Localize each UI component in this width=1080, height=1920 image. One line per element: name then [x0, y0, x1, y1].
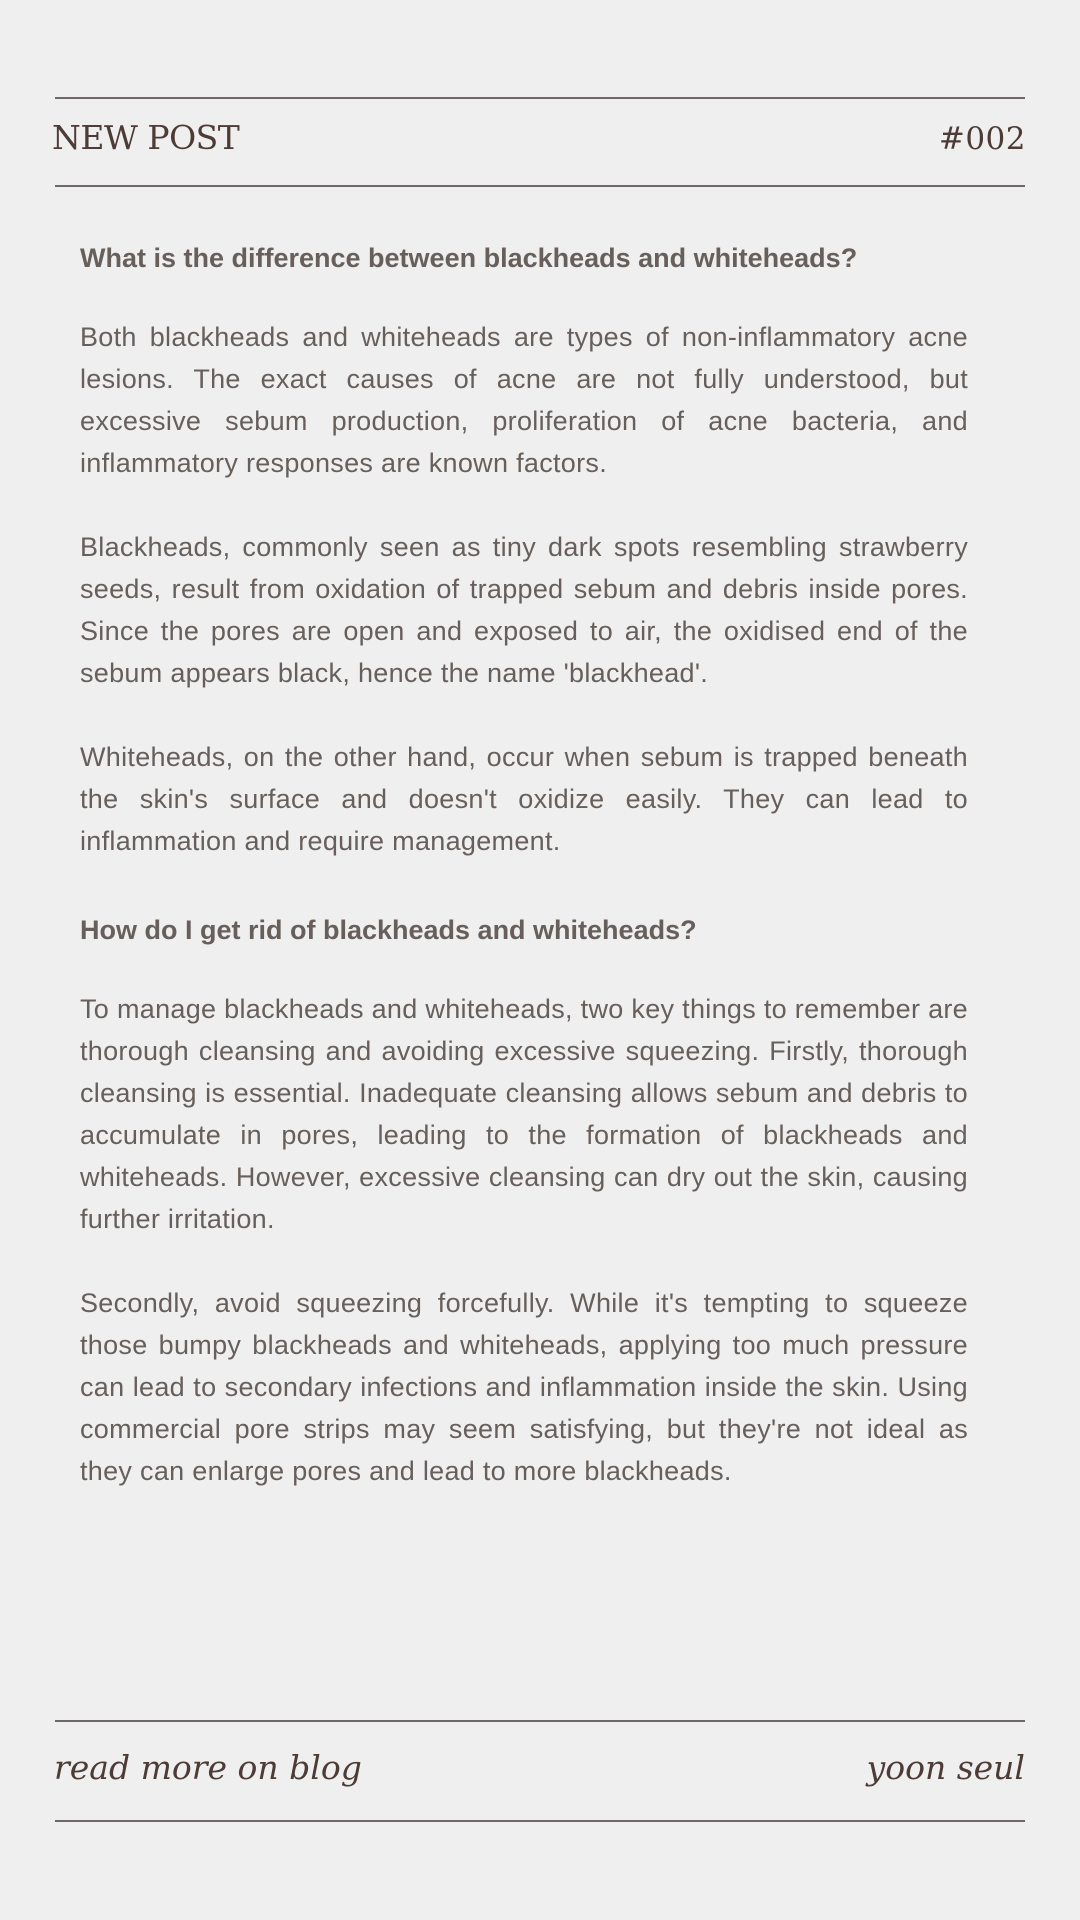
paragraph-4: To manage blackheads and whiteheads, two key things to remember are thorough cleansing and avoiding excessive squeezing. Firstly, thorough cleansing is essential. Inadequate cleansing allows sebum and debris to accumulate in pores, leading to the formation of blackheads and whiteheads. However, excessive cleansing can dry out the skin, causing further irritation.	[80, 994, 968, 1234]
paragraph-3: Whiteheads, on the other hand, occur when sebum is trapped beneath the skin's surface and doesn't oxidize easily. They can lead to inflammation and require management.	[80, 742, 968, 856]
question-heading-1: What is the difference between blackheads and whiteheads?	[80, 243, 858, 273]
article-body	[80, 232, 968, 1492]
post-label: NEW POST	[52, 118, 240, 157]
paragraph-1: Both blackheads and whiteheads are types of non-inflammatory acne lesions. The exact causes of acne are not fully understood, but excessive sebum production, proliferation of acne bacteria, and inflammatory responses are known factors.	[80, 322, 968, 478]
paragraph-5: Secondly, avoid squeezing forcefully. While it's tempting to squeeze those bumpy blackheads and whiteheads, applying too much pressure can lead to secondary infections and inflammation inside the skin. Using commercial pore strips may seem satisfying, but they're not ideal as they can enlarge pores and lead to more blackheads.	[80, 1288, 968, 1486]
paragraph-2: Blackheads, commonly seen as tiny dark spots resembling strawberry seeds, result from oxidation of trapped sebum and debris inside pores. Since the pores are open and exposed to air, the oxidised end of the sebum appears black, hence the name 'blackhead'.	[80, 532, 968, 688]
footer-bottom-divider	[55, 1820, 1025, 1822]
post-header	[52, 118, 1026, 157]
author-name: yoon seul	[866, 1748, 1025, 1787]
read-more-link[interactable]: read more on blog	[54, 1748, 362, 1787]
question-heading-2: How do I get rid of blackheads and whiteheads?	[80, 915, 697, 945]
footer-top-divider	[55, 1720, 1025, 1722]
header-top-divider	[55, 97, 1025, 99]
post-number: #002	[938, 121, 1026, 157]
post-footer	[54, 1748, 1025, 1787]
header-bottom-divider	[55, 185, 1025, 187]
